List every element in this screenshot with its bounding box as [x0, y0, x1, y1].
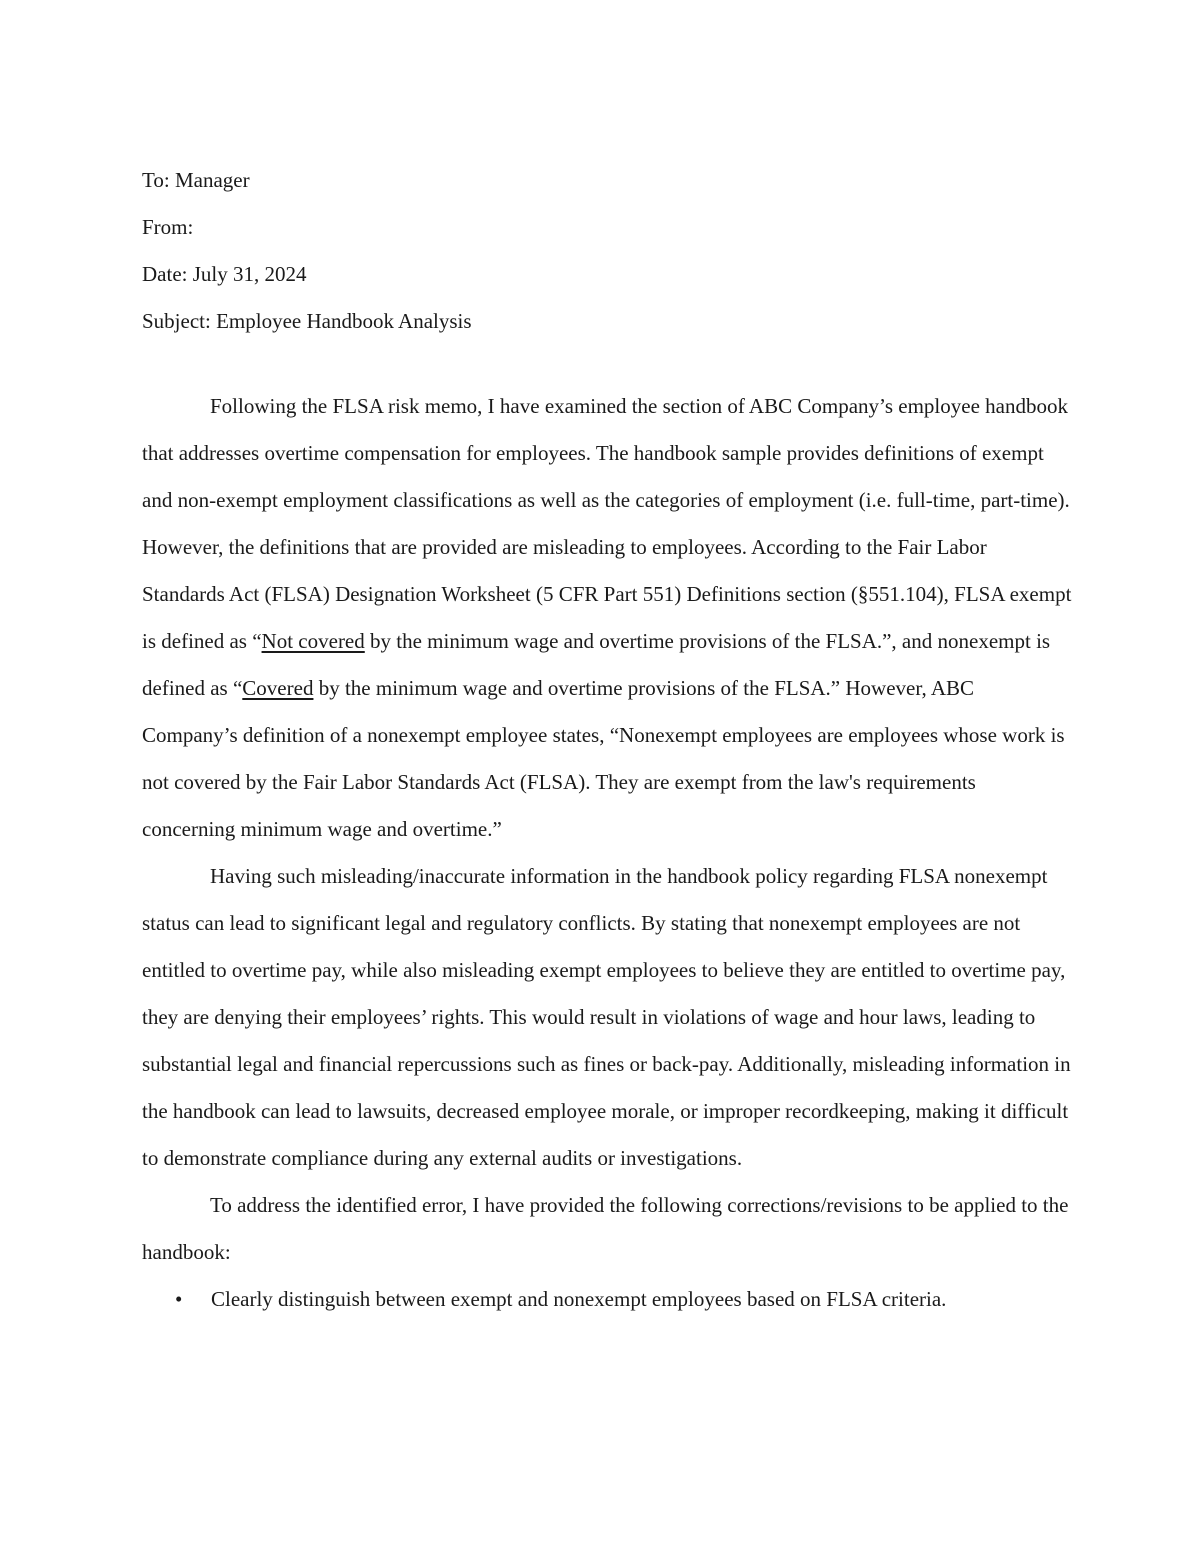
- list-item-text: Clearly distinguish between exempt and nonexempt employees based on FLSA criteria.: [211, 1287, 947, 1311]
- memo-from-line: From:: [142, 215, 194, 239]
- paragraph-corrections-intro: To address the identified error, I have provided the following corrections/revisions to be applied to the handbook:: [142, 1193, 1069, 1264]
- corrections-list: [142, 1276, 1072, 1323]
- paragraph1-text-part1: Following the FLSA risk memo, I have examined the section of ABC Company’s employee handbook that addresses overtime compensation for employees. The handbook sample provides definitions of exempt and non-exempt employment classifications as well as the categories of employment (i.e. full-time, part-time). However, the definitions that are provided are misleading to employees. According to the Fair Labor Standards Act (FLSA) Designation Worksheet (5 CFR Part 551) Definitions section (§551.104), FLSA exempt is defined as “: [142, 394, 1072, 653]
- paragraph-consequences: Having such misleading/inaccurate information in the handbook policy regarding FLSA nonexempt status can lead to significant legal and regulatory conflicts. By stating that nonexempt employees are not entitled to overtime pay, while also misleading exempt employees to believe they are entitled to overtime pay, they are denying their employees’ rights. This would result in violations of wage and hour laws, leading to substantial legal and financial repercussions such as fines or back-pay. Additionally, misleading information in the handbook can lead to lawsuits, decreased employee morale, or improper recordkeeping, making it difficult to demonstrate compliance during any external audits or investigations.: [142, 864, 1071, 1170]
- paragraph1-text-part3: by the minimum wage and overtime provisions of the FLSA.” However, ABC Company’s definition of a nonexempt employee states, “Nonexempt employees are employees whose work is not covered by the Fair Labor Standards Act (FLSA). They are exempt from the law's requirements concerning minimum wage and overtime.”: [142, 676, 1065, 841]
- paragraph1-text-part2: by the minimum wage and overtime provisions of the FLSA.”, and nonexempt is defined as “: [142, 629, 1051, 700]
- list-item: [142, 1276, 1072, 1323]
- paragraph-flsa-definitions: [142, 383, 1072, 853]
- memo-to-line: To: Manager: [142, 168, 250, 192]
- memo-body: [142, 383, 1072, 1323]
- memo-date-line: Date: July 31, 2024: [142, 262, 307, 286]
- underlined-not-covered: Not covered: [261, 629, 365, 653]
- bullet-icon: •: [175, 1287, 183, 1311]
- memo-subject-line: Subject: Employee Handbook Analysis: [142, 309, 472, 333]
- underlined-covered: Covered: [242, 676, 314, 700]
- memo-header: [142, 157, 1072, 345]
